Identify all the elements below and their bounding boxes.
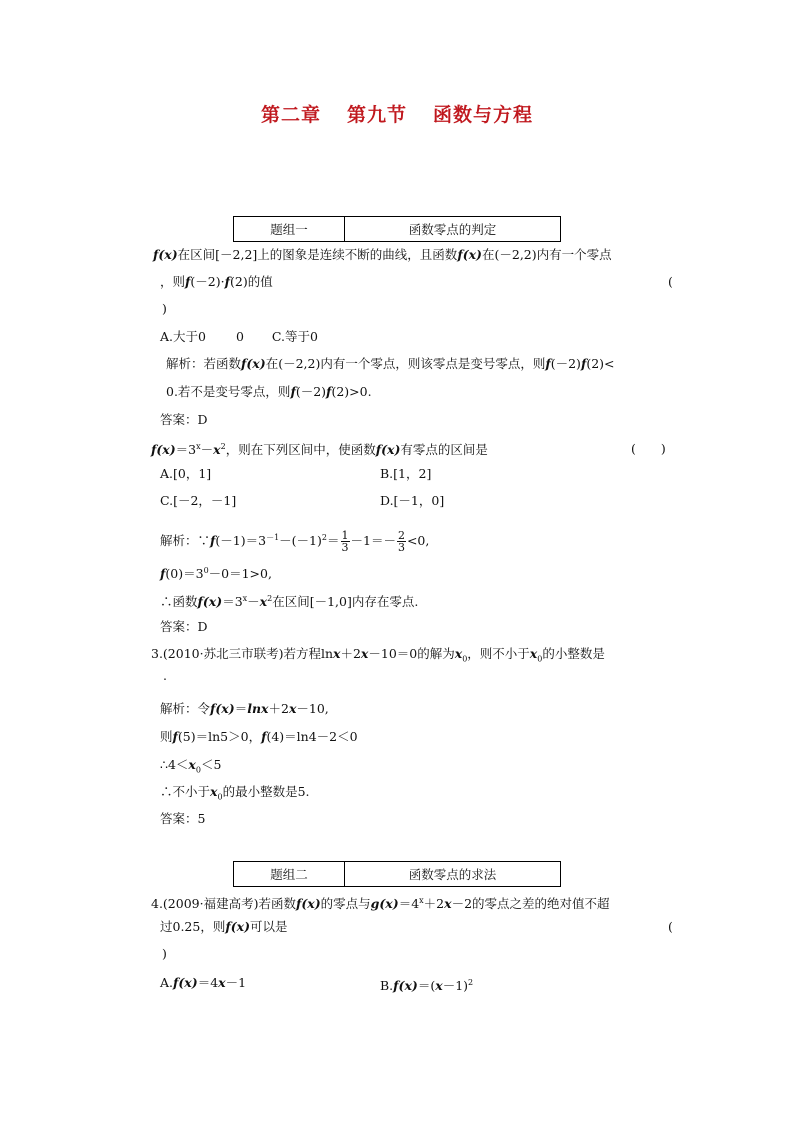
chapter-label: 第二章 <box>260 104 321 126</box>
q3-analysis-line3: $\therefore 4<x_0<5$ <box>160 757 222 775</box>
q1-analysis-line1: 解析：若函数f(x)在(－2,2)内有一个零点，则该零点是变号零点，则f(－2)f(2)< <box>166 356 615 371</box>
q1-stem-line1: f(x)在区间[－2,2]上的图象是连续不断的曲线，且函数f(x)在(－2,2)内有一个零点 <box>153 247 612 262</box>
group-label: 题组二 <box>234 862 345 886</box>
page-title <box>0 100 794 127</box>
group-topic: 函数零点的求法 <box>408 867 497 882</box>
q1-paren-close: ) <box>162 301 167 316</box>
q2-option-b: B.[1，2] <box>380 466 432 481</box>
group-header-1 <box>233 216 561 242</box>
fraction-two-thirds: $\frac{2}{3}$ <box>397 529 405 555</box>
q3-analysis-line1: 解析：令f(x)＝lnx＋2x－10, <box>160 701 329 716</box>
group-header-2 <box>233 861 561 887</box>
q3-answer: 答案：5 <box>160 811 206 826</box>
q4-paren-close: ) <box>162 946 167 961</box>
q2-analysis-line3: ∴函数$f(x)=3^x-x^2$在区间[－1,0]内存在零点. <box>160 594 419 610</box>
q4-stem-line1: 4.(2009·福建高考)若函数f(x)的零点与$g(x)=4^x+2x-2$的零点之差的绝对值不超 <box>151 896 610 912</box>
q2-answer: 答案：D <box>160 619 208 634</box>
q2-analysis-line1: 解析：$\because f(-1)=3^{-1}-(-1)^2=$ $\frac{1}{3}$ －1＝－ $\frac{2}{3}$ <0, <box>160 529 430 555</box>
q3-dot: . <box>163 668 167 683</box>
q3-analysis-line4: ∴不小于$x_0$的最小整数是5. <box>160 784 310 802</box>
group-topic: 函数零点的判定 <box>408 222 497 237</box>
q2-option-a: A.[0，1] <box>160 466 212 481</box>
q2-analysis-line2: $f(0)=3^0-0=1>0$, <box>160 566 272 582</box>
section-label: 第九节 <box>346 104 407 126</box>
q1-options: A.大于0 0 C.等于0 <box>160 329 318 344</box>
q4-stem-line2: 过0.25，则f(x)可以是 <box>160 919 288 934</box>
q1-analysis-line2: 0.若不是变号零点，则f(－2)f(2)>0. <box>166 384 372 399</box>
q3-stem: 3.(2010·苏北三市联考)若方程lnx＋2x－10＝0的解为$x_0$，则不小于$x_0$的小整数是 <box>151 646 605 664</box>
q2-option-d: D.[－1，0] <box>380 493 445 508</box>
q2-option-c: C.[－2，－1] <box>160 493 237 508</box>
fraction-one-third: $\frac{1}{3}$ <box>341 529 349 555</box>
q4-option-a: A.f(x)＝4x－1 <box>160 975 247 990</box>
q2-stem: $f(x)=3^x-x^2$，则在下列区间中，使函数f(x)有零点的区间是 <box>151 442 488 458</box>
q1-stem-line2: ，则f(－2)·f(2)的值 <box>160 274 273 289</box>
group-label: 题组一 <box>234 217 345 241</box>
q2-paren: ( ) <box>631 441 666 456</box>
q1-answer: 答案：D <box>160 412 208 427</box>
q4-paren-open: ( <box>668 919 673 934</box>
q3-analysis-line2: 则f(5)＝ln5＞0，f(4)＝ln4－2＜0 <box>160 729 358 744</box>
section-title: 函数与方程 <box>433 104 534 126</box>
q1-paren-open: ( <box>668 274 673 289</box>
q4-option-b: $B.f(x)=(x-1)^2$ <box>380 978 474 994</box>
